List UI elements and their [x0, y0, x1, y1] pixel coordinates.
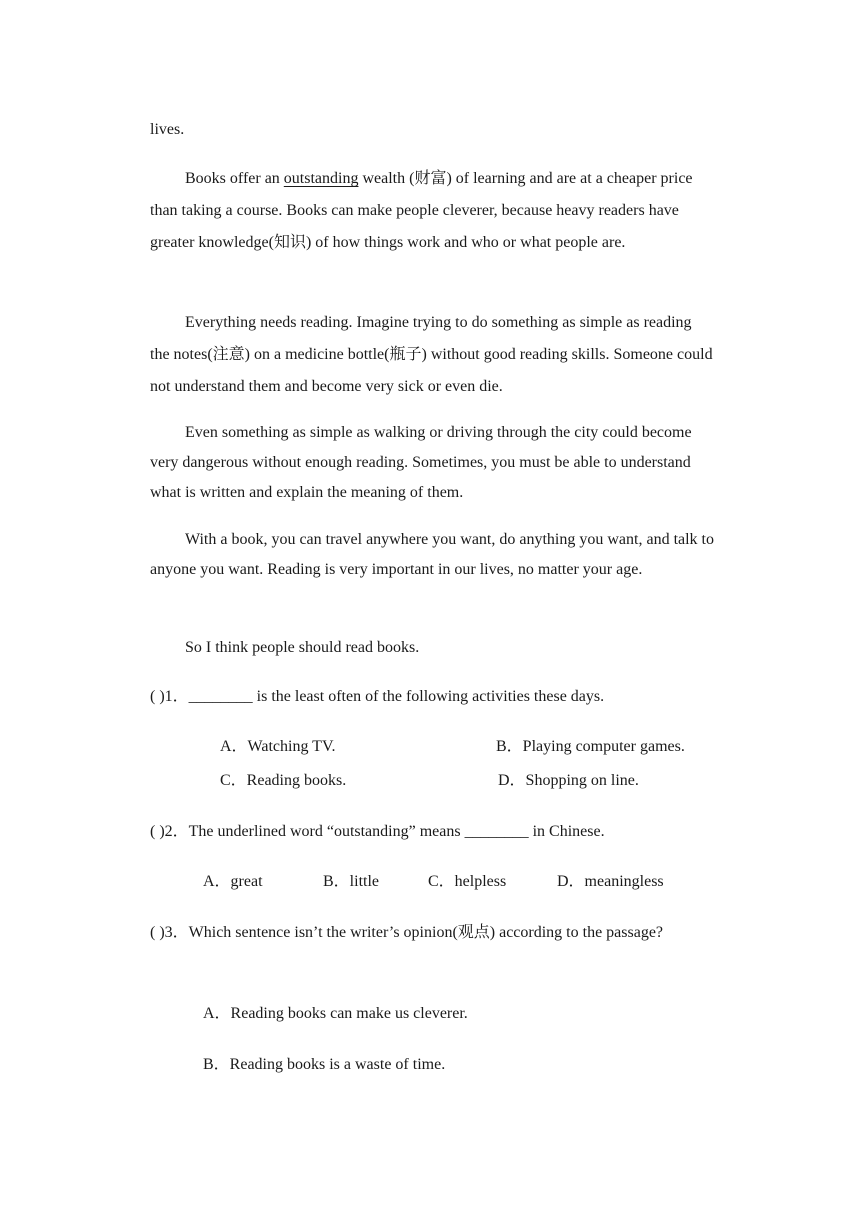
passage-paragraph-2: Everything needs reading. Imagine trying to do something as simple as reading the notes(注意) on a medicine bottle(瓶子) without good reading skills. Someone could not understand them and become very sick or even die. [150, 314, 713, 395]
question-1: ( )1．________ is the least often of the following activities these days. [150, 688, 605, 705]
paragraph-text: wealth (财富) of learning and are at a cheaper price than taking a course. Books can make people cleverer, because heavy readers have greater knowledge(知识) of how things work and who or what people are. [150, 170, 693, 251]
question-2: ( )2．The underlined word “outstanding” means ________ in Chinese. [150, 823, 605, 840]
question-1-option-c: C．Reading books. [220, 772, 347, 789]
question-1-option-b: B．Playing computer games. [496, 738, 685, 755]
question-3: ( )3．Which sentence isn’t the writer’s opinion(观点) according to the passage? [150, 924, 664, 941]
question-1-option-a: A．Watching TV. [220, 738, 336, 755]
underlined-word: outstanding [283, 170, 359, 187]
passage-paragraph-5: So I think people should read books. [185, 639, 420, 656]
question-2-option-b: B．little [323, 873, 380, 890]
passage-fragment: lives. [150, 121, 185, 138]
passage-paragraph-3: Even something as simple as walking or driving through the city could become very dangerous without enough reading. Sometimes, you must be able to understand what is written and explain the meaning of them. [150, 424, 692, 501]
paragraph-text: Books offer an [185, 170, 284, 187]
question-1-option-d: D．Shopping on line. [498, 772, 639, 789]
question-3-option-b: B．Reading books is a waste of time. [203, 1056, 446, 1073]
question-3-option-a: A．Reading books can make us cleverer. [203, 1005, 468, 1022]
question-2-option-c: C．helpless [428, 873, 507, 890]
question-2-option-d: D．meaningless [557, 873, 664, 890]
passage-paragraph-1 [150, 163, 715, 259]
question-2-option-a: A．great [203, 873, 263, 890]
passage-paragraph-4: With a book, you can travel anywhere you want, do anything you want, and talk to anyone you want. Reading is very important in our lives, no matter your age. [150, 531, 714, 578]
